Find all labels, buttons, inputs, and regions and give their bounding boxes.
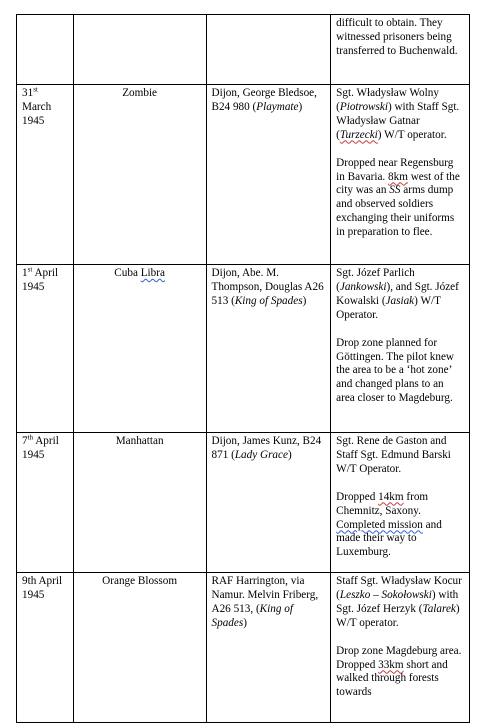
date-text: 9th April 1945	[22, 575, 63, 601]
notes-cell	[331, 15, 470, 85]
notes-cell	[331, 85, 470, 265]
operation-cell: Manhattan	[73, 433, 206, 573]
note-paragraph: Sgt. Rene de Gaston and Staff Sgt. Edmund Barski W/T Operator.	[336, 435, 451, 475]
aircraft-crew-cell: Dijon, James Kunz, B24 871 (Lady Grace)	[206, 433, 331, 573]
note-paragraph: Sgt. Józef Parlich (Jankowski), and Sgt. Józef Kowalski (Jasiak) W/T Operator.	[336, 267, 459, 321]
operation-cell	[73, 15, 206, 85]
aircraft-crew-cell: Dijon, George Bledsoe, B24 980 (Playmate)	[206, 85, 331, 265]
date-month-year: April 1945	[22, 267, 59, 293]
date-text: 1	[22, 267, 28, 279]
note-paragraph: Dropped 14km from Chemnitz, Saxony. Completed mission and made their way to Luxemburg.	[336, 490, 442, 559]
date-cell	[17, 265, 74, 433]
notes-cell	[331, 573, 470, 723]
aircraft-crew-cell: RAF Harrington, via Namur. Melvin Friberg, A26 513, (King of Spades)	[206, 573, 331, 723]
date-text: 31	[22, 87, 34, 99]
date-cell	[17, 15, 74, 85]
operation-cell: Cuba Libra	[73, 265, 206, 433]
date-month-year: April 1945	[22, 435, 59, 461]
table-row	[17, 15, 470, 85]
date-cell	[17, 573, 74, 723]
table-row	[17, 85, 470, 265]
note-paragraph: Staff Sgt. Władysław Kocur (Leszko – Sokołowski) with Sgt. Józef Herzyk (Talarek) W/T operator.	[336, 575, 462, 629]
aircraft-crew-cell: Dijon, Abe. M. Thompson, Douglas A26 513 (King of Spades)	[206, 265, 331, 433]
aircraft-crew-cell	[206, 15, 331, 85]
date-ordinal: st	[27, 265, 33, 274]
table-body	[17, 15, 470, 723]
operation-cell: Orange Blossom	[73, 573, 206, 723]
date-cell	[17, 433, 74, 573]
notes-cell	[331, 433, 470, 573]
note-paragraph: difficult to obtain. They witnessed prisoners being transferred to Buchenwald.	[336, 17, 458, 57]
date-ordinal: th	[27, 433, 34, 442]
date-month-year: March 1945	[22, 100, 52, 127]
table-row	[17, 433, 470, 573]
table-row	[17, 265, 470, 433]
notes-cell	[331, 265, 470, 433]
date-text: 7	[22, 435, 28, 447]
table-row	[17, 573, 470, 723]
note-paragraph: Drop zone planned for Göttingen. The pilot knew the area to be a ‘hot zone’ and changed plans to an area closer to Magdeburg.	[336, 336, 455, 405]
note-paragraph: Sgt. Władysław Wolny (Piotrowski) with Staff Sgt. Władysław Gatnar (Turzecki) W/T operator.	[336, 87, 460, 141]
note-paragraph: Drop zone Magdeburg area. Dropped 33km short and walked through forests towards	[336, 644, 462, 699]
date-ordinal: st	[33, 85, 38, 94]
operation-cell: Zombie	[73, 85, 206, 265]
note-paragraph: Dropped near Regensburg in Bavaria. 8km west of the city was an SS arms dump and observed soldiers exchanging their uniforms in preparation to flee.	[336, 156, 460, 239]
date-cell	[17, 85, 74, 265]
operations-table	[16, 14, 470, 723]
